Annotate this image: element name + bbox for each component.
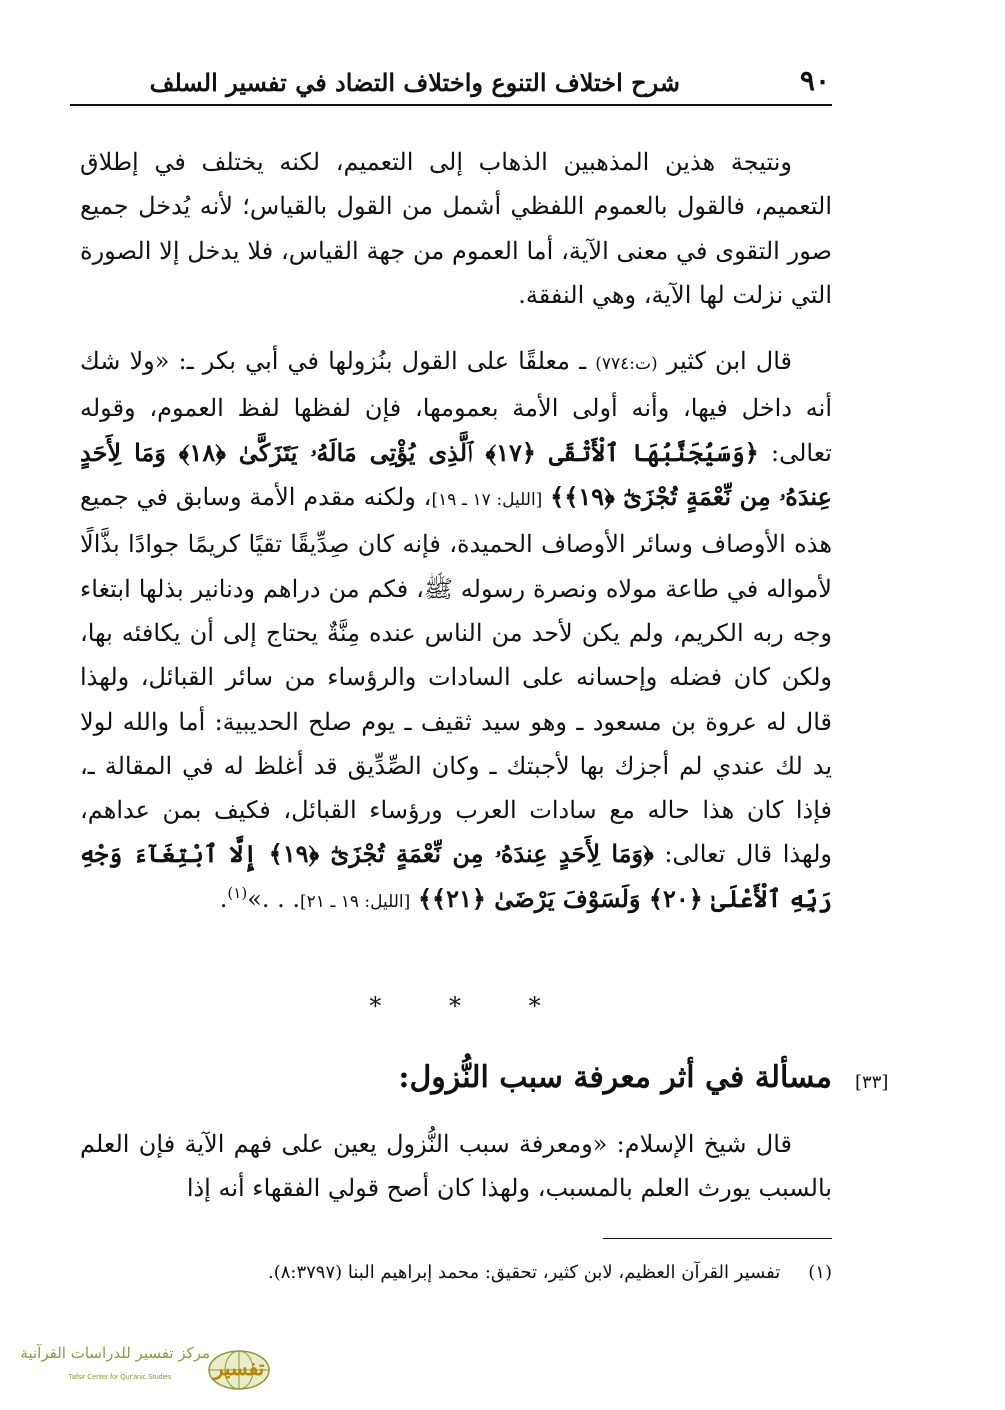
publisher-logo: [20, 1340, 280, 1400]
quote-end: . . .»: [247, 884, 301, 913]
quote-intro-rest: ـ معلقًا على القول بنُزولها في أبي بكر ـ:: [178, 347, 587, 376]
logo-mark-text: تفسير: [213, 1356, 265, 1380]
footnote: [120, 1262, 832, 1283]
running-header: [70, 60, 830, 104]
section-separator: * * *: [369, 992, 571, 1020]
section-text: [80, 1122, 832, 1211]
section-number: [٣٣]: [855, 1072, 889, 1093]
quote-final-stop: .: [219, 884, 228, 913]
footnote-number: (١): [808, 1262, 832, 1283]
logo-arabic-name: مركز تفسير للدراسات القرآنية: [20, 1344, 210, 1362]
quote-start: «ولا شك أنه داخل فيها، وأنه أولى الأمة بعمومها، فإن لفظها لفظ العموم، وقوله تعالى:: [80, 347, 832, 467]
quote-body: ، ولكنه مقدم الأمة وسابق في جميع هذه الأوصاف وسائر الأوصاف الحميدة، فإنه كان صِدِّيقًا تقيًا كريمًا جوادًا بذَّالًا لأمواله في طاعة مولاه ونصرة رسوله ﷺ، فكم من دراهم ودنانير بذلها ابتغاء وجه ربه الكريم، ولم يكن لأحد من الناس عنده مِنَّةٌ يحتاج إلى أن يكافئه بها، ولكن كان فضله وإحسانه على السادات والرؤساء من سائر القبائل، ولهذا قال له عروة بن مسعود ـ وهو سيد ثقيف ـ يوم صلح الحديبية: أما والله لولا يد لك عندي لم أجزك بها لأجبتك ـ وكان الصِّدِّيق قد أغلظ له في المقالة ـ، فإذا كان هذا حاله مع سادات العرب ورؤساء القبائل، فكيف بمن عداهم، ولهذا قال تعالى:: [80, 483, 832, 869]
paragraph-conclusion: ونتيجة هذين المذهبين الذهاب إلى التعميم، لكنه يختلف في إطلاق التعميم، فالقول بالعموم اللفظي أشمل من القول بالقياس؛ لأنه يُدخل جميع صور التقوى في معنى الآية، أما العموم من جهة القياس، فلا يدخل إلا الصورة التي نزلت لها الآية، وهي النفقة.: [80, 148, 832, 309]
logo-english-name: Tafsir Center for Qur'anic Studies: [68, 1374, 172, 1381]
quran-verse-2: ﴿وَمَا لِأَحَدٍ عِندَهُۥ مِن نِّعْمَةٍ تُجْزَىٰٓ ﴿١٩﴾ إِلَّا ٱبْتِغَآءَ وَجْهِ رَبِّهِ ٱلْأَعْلَىٰ ﴿٢٠﴾ وَلَسَوْفَ يَرْضَىٰ ﴿٢١﴾﴾: [80, 839, 832, 913]
main-text: [80, 140, 832, 924]
verse-2-reference: [الليل: ١٩ ـ ٢١]: [300, 891, 411, 912]
footnote-text: تفسير القرآن العظيم، لابن كثير، تحقيق: محمد إبراهيم البنا (٨:٣٧٩٧).: [267, 1262, 781, 1283]
paragraph-ibn-kathir-quote: [80, 339, 832, 924]
paragraph-sheikh-quote: قال شيخ الإسلام: «ومعرفة سبب النُّزول يعين على فهم الآية فإن العلم بالسبب يورث العلم بالمسبب، ولهذا كان أصح قولي الفقهاء أنه إذا: [80, 1130, 832, 1203]
footnote-rule: [603, 1238, 832, 1239]
quote-intro: قال ابن كثير: [666, 347, 792, 376]
verse-1-reference: [الليل: ١٧ ـ ١٩]: [431, 490, 543, 511]
header-rule: [70, 104, 832, 106]
footnote-marker: (١): [227, 883, 248, 902]
quran-verse-1: ﴿وَسَيُجَنَّبُهَا ٱلْأَتْقَى ﴿١٧﴾ ٱلَّذِى يُؤْتِى مَالَهُۥ يَتَزَكَّىٰ ﴿١٨﴾ وَمَا لِأَحَدٍ عِندَهُۥ مِن نِّعْمَةٍ تُجْزَىٰٓ ﴿١٩﴾﴾: [80, 437, 832, 512]
section-heading: مسألة في أثر معرفة سبب النُّزول:: [398, 1060, 832, 1095]
running-title: شرح اختلاف التنوع واختلاف التضاد في تفسير السلف: [149, 68, 680, 97]
page-number: ٩٠: [799, 64, 830, 97]
death-date: (ت:٧٧٤): [595, 354, 658, 375]
